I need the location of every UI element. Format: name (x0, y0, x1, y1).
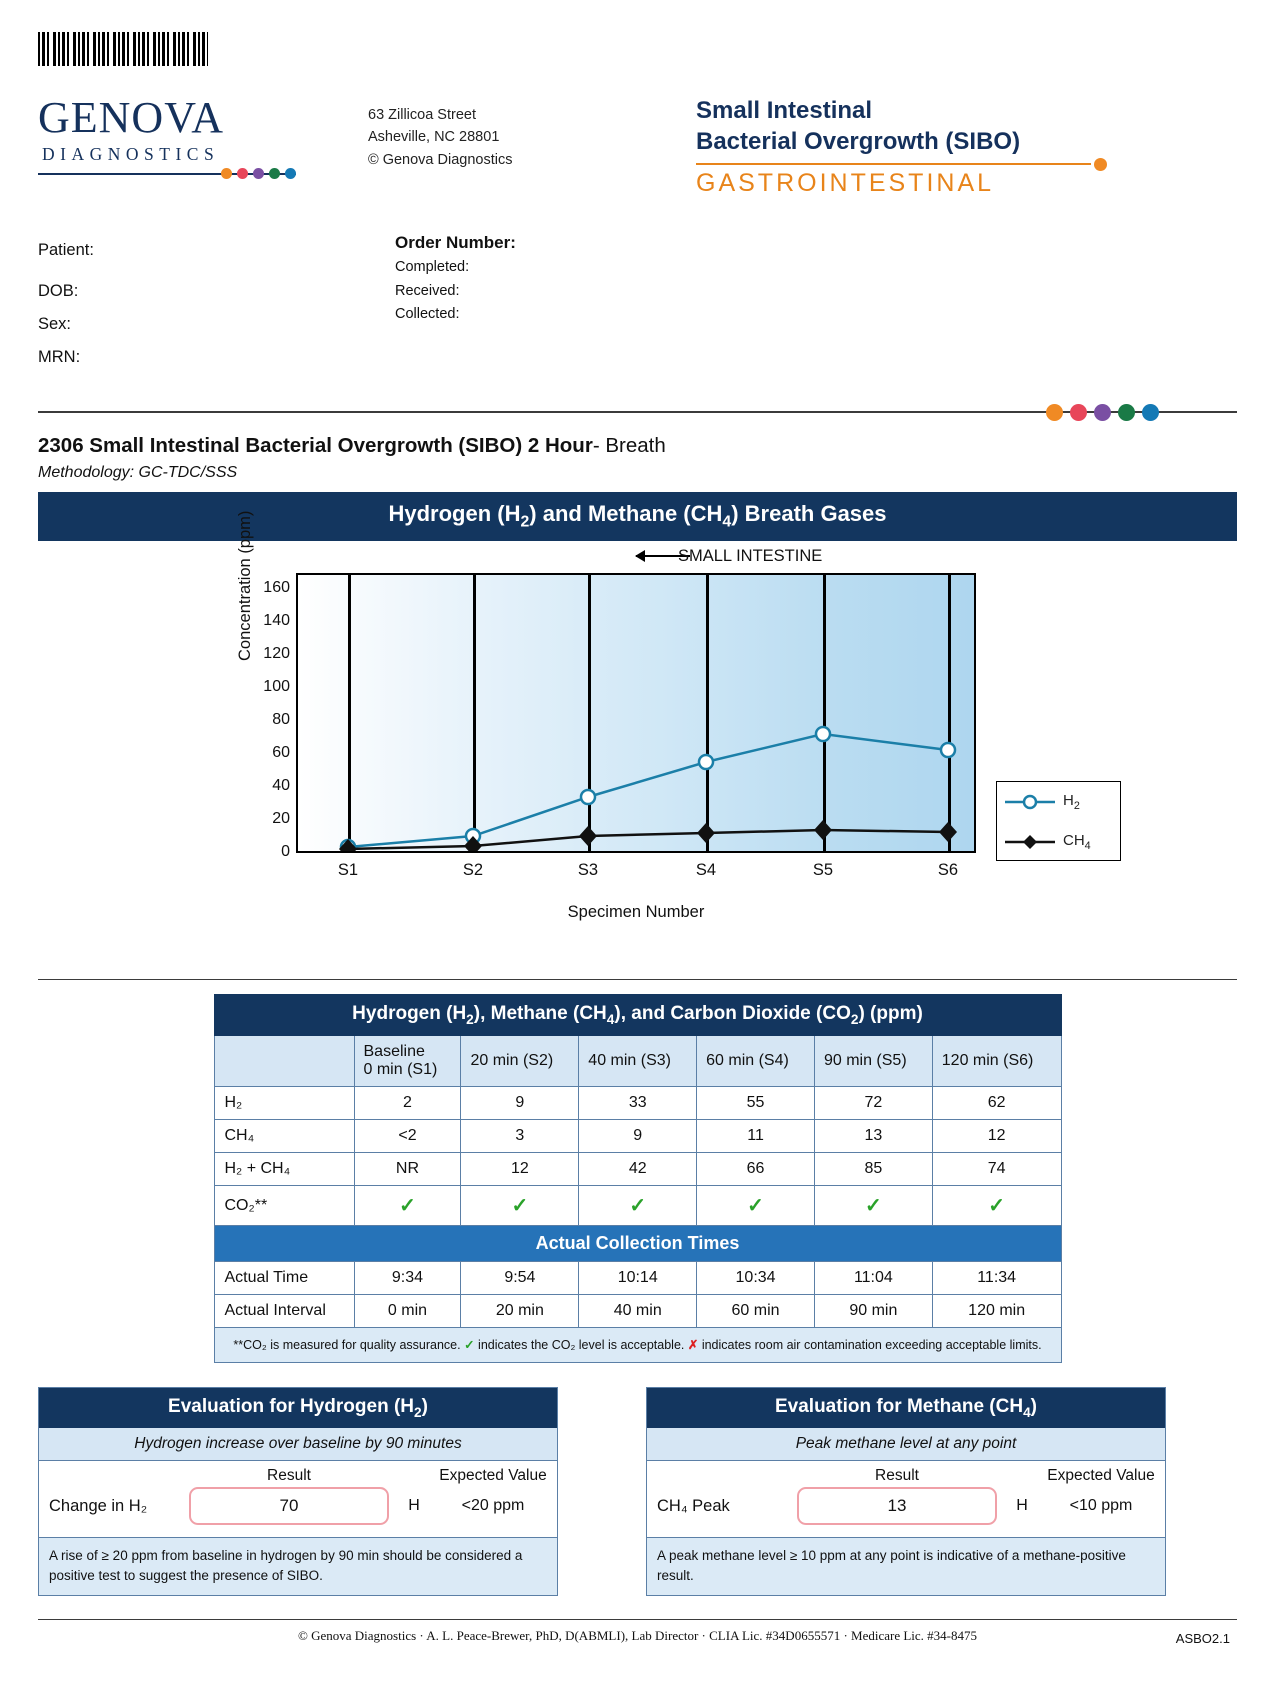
co2-s6: ✓ (932, 1186, 1061, 1226)
methodology: Methodology: GC-TDC/SSS (38, 464, 238, 482)
report-title-block (668, 96, 1237, 198)
results-table (214, 994, 1062, 1328)
interval-s5: 90 min (814, 1295, 932, 1328)
evaluation-sections (38, 1387, 1237, 1595)
sex-label: Sex: (38, 315, 72, 334)
results-table-wrap (214, 994, 1062, 1363)
test-code-name: 2306 Small Intestinal Bacterial Overgrowth (SIBO) 2 Hour (38, 434, 593, 458)
logo-dots (221, 168, 296, 179)
eval-hydrogen-expected-header: Expected Value (439, 1467, 547, 1485)
actual-collection-times-header: Actual Collection Times (214, 1226, 1061, 1262)
results-column-headers (214, 1036, 1061, 1087)
mrn-label: MRN: (38, 348, 81, 367)
title-rule (696, 163, 1091, 165)
corner-cell (214, 1036, 354, 1087)
table-row (214, 1262, 1061, 1295)
eval-hydrogen-result-value: 70 (189, 1487, 389, 1525)
footnote-part-a: **CO₂ is measured for quality assurance. (233, 1338, 465, 1353)
column-header-s2: 20 min (S2) (461, 1036, 579, 1087)
time-s2: 9:54 (461, 1262, 579, 1295)
patient-fields (38, 234, 395, 374)
row-label-actual-time: Actual Time (214, 1262, 354, 1295)
x-tick-S1: S1 (337, 860, 359, 879)
report-page (0, 32, 1275, 1682)
footer-code: ASBO2.1 (1175, 1631, 1230, 1646)
x-tick-S4: S4 (695, 860, 717, 879)
eval-hydrogen-subtitle: Hydrogen increase over baseline by 90 minutes (39, 1428, 557, 1461)
time-s3: 10:14 (579, 1262, 697, 1295)
address-line-1: 63 Zillicoa Street (368, 107, 476, 123)
footnote-part-c: indicates room air contamination exceeding acceptable limits. (698, 1338, 1042, 1353)
table-row (214, 1295, 1061, 1328)
chart-legend (996, 781, 1121, 861)
h2-s2: 9 (461, 1087, 579, 1120)
x-tick-S6: S6 (937, 860, 959, 879)
eval-methane-expected-value: <10 ppm (1069, 1497, 1133, 1515)
column-header-s6: 120 min (S6) (932, 1036, 1061, 1087)
co2-s2: ✓ (461, 1186, 579, 1226)
eval-hydrogen-body (39, 1461, 557, 1537)
ch4-s3: 9 (579, 1120, 697, 1153)
time-s6: 11:34 (932, 1262, 1061, 1295)
time-s1: 9:34 (354, 1262, 461, 1295)
y-tick-0: 0 (281, 842, 290, 860)
y-tick-160: 160 (263, 579, 290, 597)
order-number-label: Order Number: (395, 233, 516, 253)
eval-hydrogen-note: A rise of ≥ 20 ppm from baseline in hydrogen by 90 min should be considered a positive test to suggest the presence of SIBO. (39, 1537, 557, 1595)
footer-rule (38, 1619, 1237, 1621)
footnote-x-icon: ✗ (687, 1338, 699, 1353)
legend-item-ch4 (997, 822, 1120, 862)
report-title-line-1: Small Intestinal (696, 97, 873, 124)
row-label-actual-interval: Actual Interval (214, 1295, 354, 1328)
ch4-s4: 11 (697, 1120, 815, 1153)
footer-text: © Genova Diagnostics · A. L. Peace-Brewer, PhD, D(ABMLI), Lab Director · CLIA Lic. #34D0655571 · Medicare Lic. #34-8475 (297, 1628, 978, 1643)
x-tick-S5: S5 (812, 860, 834, 879)
eval-hydrogen-title: Evaluation for Hydrogen $(H_2)$ (39, 1388, 557, 1428)
h2-s1: 2 (354, 1087, 461, 1120)
footnote-check-icon: ✓ (464, 1338, 475, 1353)
table-row (214, 1120, 1061, 1153)
eval-methane-result-header: Result (875, 1467, 919, 1485)
eval-methane-expected-header: Expected Value (1047, 1467, 1155, 1485)
row-label-h2: H₂ (214, 1087, 354, 1120)
sum-s2: 12 (461, 1153, 579, 1186)
co2-s5: ✓ (814, 1186, 932, 1226)
separator-dots (1046, 404, 1159, 421)
section-separator (38, 404, 1237, 420)
eval-hydrogen-values (49, 1487, 547, 1525)
sum-s1: NR (354, 1153, 461, 1186)
address-line-3: © Genova Diagnostics (368, 151, 513, 168)
eval-methane-row-label: CH₄ Peak (657, 1496, 730, 1515)
eval-hydrogen-result-header: Result (267, 1467, 311, 1485)
column-header-s1: Baseline 0 min (S1) (354, 1036, 461, 1087)
sum-s4: 66 (697, 1153, 815, 1186)
barcode (38, 32, 208, 66)
h2-s5: 72 (814, 1087, 932, 1120)
dob-label: DOB: (38, 282, 79, 301)
co2-s3: ✓ (579, 1186, 697, 1226)
legend-ch4-symbol (1005, 834, 1055, 850)
eval-methane-title: Evaluation for Methane $(CH_4)$ (647, 1388, 1165, 1428)
eval-methane-result-value: 13 (797, 1487, 997, 1525)
y-tick-20: 20 (272, 809, 290, 827)
logo-wordmark: GENOVA (38, 93, 225, 142)
eval-hydrogen-flag: H (408, 1497, 420, 1515)
time-s5: 11:04 (814, 1262, 932, 1295)
table-row (214, 1153, 1061, 1186)
row-label-h2-ch4: H₂ + CH₄ (214, 1153, 354, 1186)
chart-title: Hydrogen $(H_2)$ and Methane $(CH_4)$ Breath Gases (38, 492, 1237, 540)
table-row (214, 1087, 1061, 1120)
eval-methane-note: A peak methane level ≥ 10 ppm at any point is indicative of a methane-positive result. (647, 1537, 1165, 1595)
received-label: Received: (395, 282, 460, 299)
legend-label-h2: $H_2$ (1063, 791, 1080, 812)
eval-methane-headers (657, 1467, 1155, 1487)
y-axis-label: Concentration (ppm) (236, 510, 254, 661)
co2-s4: ✓ (697, 1186, 815, 1226)
logo-subtitle: DIAGNOSTICS (42, 144, 220, 164)
y-tick-100: 100 (263, 678, 290, 696)
y-tick-40: 40 (272, 776, 290, 794)
test-suffix: - Breath (592, 434, 666, 458)
lab-address (368, 96, 668, 171)
interval-s3: 40 min (579, 1295, 697, 1328)
row-label-ch4: CH₄ (214, 1120, 354, 1153)
column-header-s4: 60 min (S4) (697, 1036, 815, 1087)
eval-hydrogen-headers (49, 1467, 547, 1487)
evaluation-methane (646, 1387, 1166, 1595)
h2-s6: 62 (932, 1087, 1061, 1120)
legend-label-ch4: $CH_4$ (1063, 831, 1091, 852)
sum-s3: 42 (579, 1153, 697, 1186)
co2-s1: ✓ (354, 1186, 461, 1226)
legend-h2-symbol (1005, 794, 1055, 810)
y-axis-ticks (238, 573, 290, 860)
small-intestine-label: SMALL INTESTINE (678, 546, 823, 565)
co2-footnote (214, 1328, 1062, 1363)
report-category: GASTROINTESTINAL (696, 169, 995, 198)
h2-s3: 33 (579, 1087, 697, 1120)
address-line-2: Asheville, NC 28801 (368, 129, 500, 146)
h2-markers (341, 727, 955, 851)
eval-methane-body (647, 1461, 1165, 1537)
completed-label: Completed: (395, 259, 470, 276)
eval-hydrogen-expected-value: <20 ppm (461, 1497, 525, 1515)
evaluation-hydrogen (38, 1387, 558, 1595)
eval-methane-flag: H (1016, 1497, 1028, 1515)
column-header-s5: 90 min (S5) (814, 1036, 932, 1087)
test-title (38, 434, 1237, 458)
order-fields (395, 234, 516, 374)
y-tick-140: 140 (263, 612, 290, 630)
eval-methane-values (657, 1487, 1155, 1525)
interval-s2: 20 min (461, 1295, 579, 1328)
table-row (214, 1186, 1061, 1226)
eval-hydrogen-row-label: Change in H₂ (49, 1496, 148, 1515)
collected-label: Collected: (395, 306, 460, 323)
results-separator (38, 979, 1237, 981)
report-header (38, 93, 1237, 198)
sum-s5: 85 (814, 1153, 932, 1186)
y-tick-80: 80 (272, 711, 290, 729)
ch4-s6: 12 (932, 1120, 1061, 1153)
sum-s6: 74 (932, 1153, 1061, 1186)
logo-rule (38, 173, 296, 175)
ch4-s1: <2 (354, 1120, 461, 1153)
x-axis-label: Specimen Number (567, 902, 705, 921)
interval-s1: 0 min (354, 1295, 461, 1328)
ch4-s2: 3 (461, 1120, 579, 1153)
patient-info (38, 234, 1237, 374)
chart-series-svg (298, 575, 974, 851)
eval-methane-subtitle: Peak methane level at any point (647, 1428, 1165, 1461)
y-tick-60: 60 (272, 744, 290, 761)
results-table-title: Hydrogen $(H_2)$, Methane $(CH_4)$, and Carbon Dioxide $(CO_2)$ (ppm) (214, 995, 1061, 1036)
interval-s4: 60 min (697, 1295, 815, 1328)
interval-s6: 120 min (932, 1295, 1061, 1328)
footnote-part-b: indicates the CO₂ level is acceptable. (474, 1338, 688, 1353)
x-tick-S3: S3 (577, 860, 599, 879)
ch4-s5: 13 (814, 1120, 932, 1153)
report-title-line-2: Bacterial Overgrowth (SIBO) (696, 127, 1021, 155)
patient-label: Patient: (38, 241, 94, 260)
x-axis-ticks (296, 861, 976, 887)
time-s4: 10:34 (697, 1262, 815, 1295)
legend-item-h2 (997, 782, 1120, 822)
genova-logo (38, 93, 368, 175)
y-tick-120: 120 (263, 645, 290, 663)
x-tick-S2: S2 (462, 860, 484, 879)
h2-s4: 55 (697, 1087, 815, 1120)
column-header-s3: 40 min (S3) (579, 1036, 697, 1087)
row-label-co2: CO₂** (214, 1186, 354, 1226)
chart-plot-area (296, 573, 976, 853)
